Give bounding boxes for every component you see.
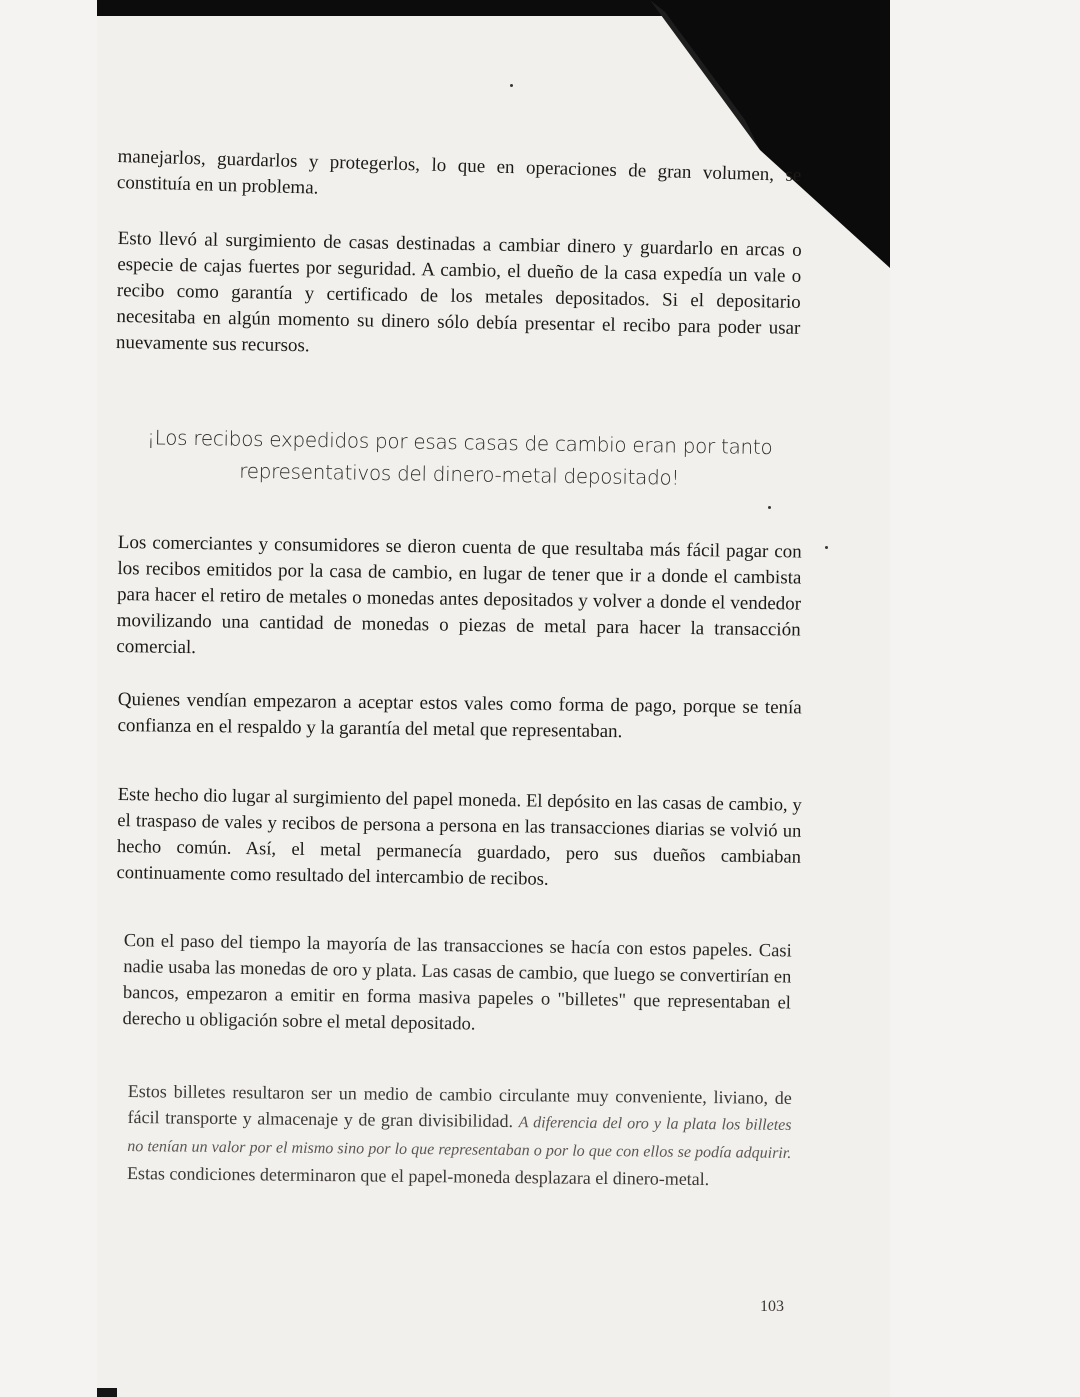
- speck: [510, 84, 513, 87]
- paragraph-7: [127, 1078, 792, 1193]
- speck: [825, 546, 828, 549]
- callout-quote: ¡Los recibos expedidos por esas casas de cambio eran por tanto representativos del dinero-metal depositado!: [146, 425, 773, 490]
- paragraph-7-italic: A diferencia del oro y la plata los billetes no tenían un valor por el mismo sino por lo que representaban o por lo que con ellos se podía adquirir.: [127, 1114, 792, 1162]
- bottom-shadow: [97, 1388, 117, 1397]
- paragraph-2: Esto llevó al surgimiento de casas destinadas a cambiar dinero y guardarlo en arcas o especie de cajas fuertes por seguridad. A cambio, el dueño de la casa expedía un vale o recibo como garantía y certificado de los metales depositados. Si el depositario necesitaba en algún momento su dinero sólo debía presentar el recibo para poder usar nuevamente sus recursos.: [115, 227, 802, 357]
- paragraph-5: Este hecho dio lugar al surgimiento del papel moneda. El depósito en las casas de cambio, y el traspaso de vales y recibos de persona a persona en las transacciones diarias se volvió un hecho común. Así, el metal permanecía guardado, pero sus dueños cambiaban continuamente como resultado del intercambio de recibos.: [116, 784, 802, 890]
- paragraph-7-end: Estas condiciones determinaron que el papel-moneda desplazara el dinero-metal.: [126, 1162, 710, 1190]
- paragraph-6: Con el paso del tiempo la mayoría de las transacciones se hacía con estos papeles. Casi nadie usaba las monedas de oro y plata. Las casas de cambio, que luego se convertirían en bancos, empezaron a emitir en forma masiva papeles o "billetes" que representaban el derecho u obligación sobre el metal depositado.: [122, 930, 792, 1035]
- speck: [768, 506, 771, 509]
- paragraph-3: Los comerciantes y consumidores se dieron cuenta de que resultaba más fácil pagar con los recibos emitidos por la casa de cambio, en lugar de tener que ir a donde el cambista para hacer el retiro de metales o monedas antes depositados y volver a donde el vendedor movilizando una cantidad de monedas o piezas de metal para hacer la transacción comercial.: [116, 531, 802, 659]
- paragraph-7-start: Estos billetes resultaron ser un medio de cambio circulante muy conveniente, liviano, de fácil transporte y almacenaje y de gran divisibilidad.: [127, 1080, 792, 1132]
- paragraph-4: Quienes vendían empezaron a aceptar estos vales como forma de pago, porque se tenía confianza en el respaldo y la garantía del metal que representaban.: [117, 688, 802, 743]
- page-number: 103: [760, 1298, 784, 1315]
- paragraph-1: manejarlos, guardarlos y protegerlos, lo que en operaciones de gran volumen, se constituía en un problema.: [116, 145, 802, 199]
